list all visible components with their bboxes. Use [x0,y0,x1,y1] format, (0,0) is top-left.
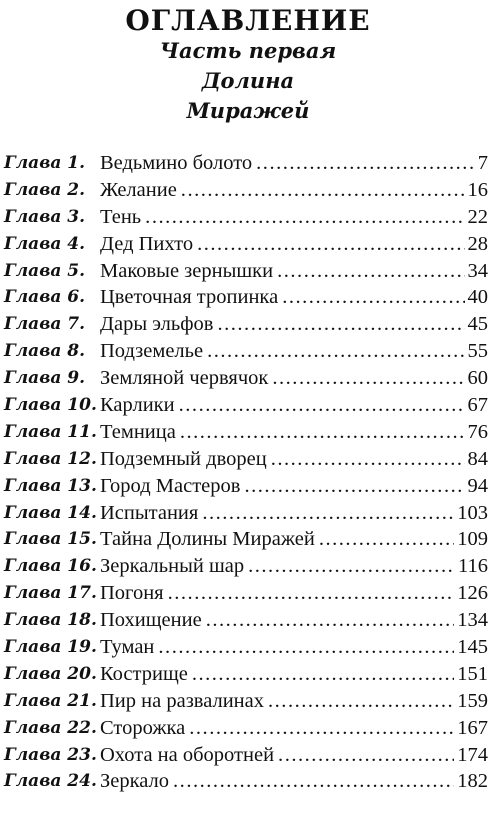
chapter-title: Карлики [100,394,175,417]
dot-leader [278,742,454,769]
chapter-label: Глава 9. [4,368,86,389]
chapter-page-number: 151 [457,662,488,685]
chapter-label: Глава 11. [4,421,97,442]
dot-leader [192,661,454,688]
chapter-title: Подземелье [100,340,204,363]
chapter-entry [100,661,488,688]
toc-entry [4,661,488,688]
chapter-entry [100,473,488,500]
chapter-label: Глава 24. [4,771,97,792]
chapter-label: Глава 7. [4,314,86,335]
toc-entry [4,365,488,392]
chapter-title: Кострище [100,662,188,685]
chapter-entry [100,607,488,634]
dot-leader [173,768,454,795]
chapter-entry [100,365,488,392]
chapter-entry [100,258,488,285]
chapter-entry [100,204,488,231]
chapter-page-number: 60 [467,367,488,390]
chapter-entry [100,338,488,365]
chapter-title: Сторожка [100,716,186,739]
toc-entry [4,284,488,311]
chapter-entry [100,419,488,446]
chapter-title: Похищение [100,609,202,632]
chapter-label: Глава 22. [4,717,97,738]
dot-leader [319,526,454,553]
chapter-label: Глава 16. [4,556,97,577]
chapter-page-number: 103 [457,501,488,524]
chapter-label: Глава 19. [4,637,97,658]
chapter-page-number: 84 [467,447,488,470]
chapter-page-number: 7 [477,152,488,174]
chapter-title: Пир на развалинах [100,689,264,712]
chapter-page-number: 145 [457,636,488,659]
chapter-label: Глава 15. [4,529,97,550]
chapter-title: Подземный дворец [100,447,267,470]
chapter-entry [100,742,488,769]
chapter-label: Глава 1. [4,153,86,173]
chapter-entry [100,392,488,419]
dot-leader [179,392,465,419]
section-heading-line-2: Миражей [186,98,310,123]
chapter-entry [100,634,488,661]
chapter-page-number: 182 [457,770,488,793]
toc-entry [4,768,488,795]
dot-leader [277,258,464,285]
dot-leader [268,688,454,715]
toc-entry [4,177,488,204]
dot-leader [181,177,465,204]
toc-entry [4,419,488,446]
chapter-title: Город Мастеров [100,474,241,497]
chapter-entry [100,553,488,580]
chapter-page-number: 28 [467,232,488,255]
chapter-page-number: 22 [467,205,488,228]
chapter-label: Глава 17. [4,583,97,604]
toc-entry [4,715,488,742]
chapter-title: Темница [100,420,176,443]
chapter-label: Глава 10. [4,395,97,416]
chapter-label: Глава 13. [4,475,97,496]
chapter-entry [100,231,488,258]
chapter-page-number: 34 [467,259,488,282]
chapter-label: Глава 8. [4,341,86,362]
chapter-label: Глава 2. [4,179,86,200]
chapter-title: Цветочная тропинка [100,286,279,309]
dot-leader [158,634,454,661]
chapter-label: Глава 6. [4,287,86,308]
chapter-label: Глава 21. [4,690,97,711]
chapter-label: Глава 5. [4,260,86,281]
chapter-title: Охота на оборотней [100,743,275,766]
chapter-page-number: 159 [457,689,488,712]
toc-entry [4,231,488,258]
dot-leader [271,446,465,473]
dot-leader [282,284,464,311]
chapter-title: Туман [100,636,155,659]
toc-entry [4,500,488,527]
dot-leader [180,419,465,446]
chapter-label: Глава 18. [4,610,97,631]
chapter-label: Глава 12. [4,448,97,469]
dot-leader [244,473,464,500]
chapter-page-number: 94 [467,474,488,497]
toc-entry [4,742,488,769]
chapter-title: Тайна Долины Миражей [100,528,315,551]
toc-entry [4,607,488,634]
dot-leader [145,204,464,231]
toc-entry [4,526,488,553]
toc-entry [4,446,488,473]
chapter-entry [100,580,488,607]
toc-entry [4,688,488,715]
chapter-page-number: 134 [457,609,488,632]
chapter-title: Испытания [100,501,199,524]
dot-leader [207,338,464,365]
dot-leader [168,580,455,607]
chapter-title: Дары эльфов [100,313,214,336]
chapter-page-number: 109 [457,528,488,551]
chapter-title: Зеркальный шар [100,555,245,578]
chapter-title: Желание [100,178,177,201]
chapter-page-number: 76 [467,420,488,443]
chapter-entry [100,284,488,311]
chapter-title: Дед Пихто [100,232,194,255]
chapter-entry [100,311,488,338]
chapter-page-number: 67 [467,394,488,417]
chapter-label: Глава 4. [4,233,86,254]
chapter-title: Погоня [100,582,164,605]
toc-entry [4,311,488,338]
dot-leader [248,553,455,580]
chapter-label: Глава 20. [4,663,97,684]
chapter-entry [100,500,488,527]
toc-entry [4,204,488,231]
chapter-entry [100,177,488,204]
table-of-contents [4,150,488,795]
chapter-page-number: 55 [467,340,488,363]
chapter-title: Зеркало [100,770,170,793]
chapter-page-number: 126 [457,582,488,605]
chapter-label: Глава 23. [4,744,97,765]
chapter-page-number: 45 [467,313,488,336]
page-title: ОГЛАВЛЕНИЕ [125,4,371,37]
chapter-page-number: 167 [457,716,488,739]
toc-entry [4,338,488,365]
chapter-entry [100,768,488,795]
chapter-page-number: 174 [457,743,488,766]
chapter-title: Ведьмино болото [100,152,253,174]
section-heading-line-1: Долина [201,68,295,93]
chapter-entry [100,688,488,715]
chapter-title: Земляной червячок [100,367,269,390]
dot-leader [197,231,464,258]
dot-leader [256,150,475,177]
chapter-entry [100,526,488,553]
toc-entry [4,258,488,285]
toc-entry [4,392,488,419]
chapter-entry [100,446,488,473]
chapter-page-number: 16 [467,178,488,201]
chapter-label: Глава 14. [4,502,97,523]
toc-entry [4,150,488,177]
chapter-page-number: 40 [467,286,488,309]
chapter-entry [100,715,488,742]
dot-leader [217,311,464,338]
part-heading: Часть первая [159,38,337,63]
toc-entry [4,580,488,607]
toc-entry [4,473,488,500]
chapter-title: Маковые зернышки [100,259,274,282]
chapter-title: Тень [100,205,142,228]
dot-leader [206,607,455,634]
dot-leader [202,500,454,527]
toc-entry [4,553,488,580]
toc-entry [4,634,488,661]
chapter-entry [100,150,488,177]
dot-leader [272,365,464,392]
chapter-label: Глава 3. [4,206,86,227]
dot-leader [189,715,454,742]
chapter-page-number: 116 [458,555,488,578]
